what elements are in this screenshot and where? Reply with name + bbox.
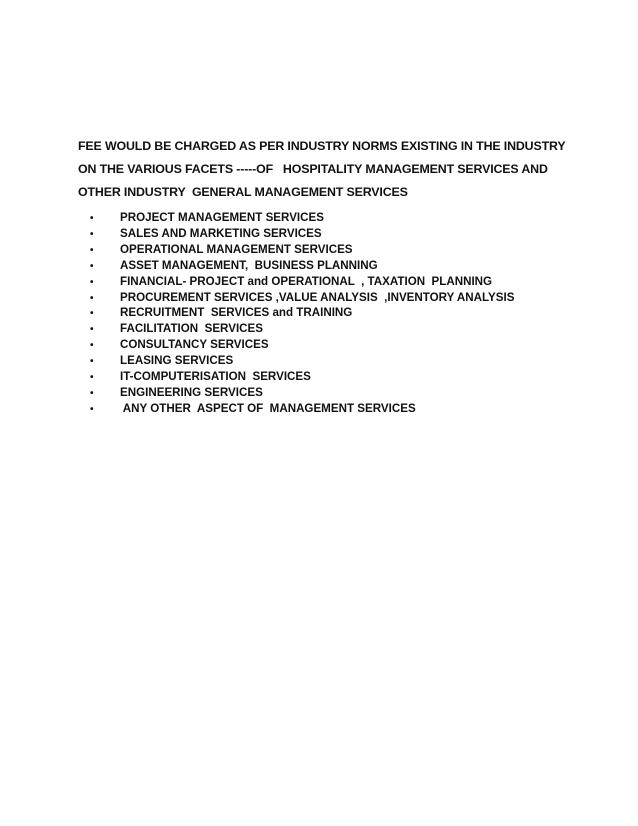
service-label: ENGINEERING SERVICES: [120, 385, 263, 399]
list-item: [86, 402, 514, 418]
service-label: ANY OTHER ASPECT OF MANAGEMENT SERVICES: [120, 401, 416, 415]
list-item: [86, 354, 514, 370]
bullet-icon: •: [90, 213, 94, 224]
service-label: SALES AND MARKETING SERVICES: [120, 226, 322, 240]
bullet-icon: •: [90, 356, 94, 368]
list-item: [86, 306, 514, 322]
service-label: FINANCIAL- PROJECT and OPERATIONAL , TAXATION PLANNING: [120, 274, 493, 288]
list-item: [86, 243, 514, 259]
bullet-icon: •: [90, 260, 94, 272]
heading-line-1: FEE WOULD BE CHARGED AS PER INDUSTRY NORMS EXISTING IN THE INDUSTRY: [78, 139, 566, 153]
list-item: [86, 291, 514, 307]
list-item: [86, 386, 514, 402]
fee-statement-heading: [78, 135, 598, 204]
service-label: LEASING SERVICES: [120, 354, 234, 368]
bullet-icon: •: [90, 387, 94, 399]
bullet-icon: •: [90, 244, 94, 256]
heading-line-3: OTHER INDUSTRY GENERAL MANAGEMENT SERVICES: [78, 185, 408, 199]
service-label: FACILITATION SERVICES: [120, 322, 264, 336]
service-label: CONSULTANCY SERVICES: [120, 338, 269, 352]
service-label: RECRUITMENT SERVICES and TRAINING: [120, 306, 353, 320]
service-label: OPERATIONAL MANAGEMENT SERVICES: [120, 242, 353, 256]
service-label: ASSET MANAGEMENT, BUSINESS PLANNING: [120, 258, 378, 272]
list-item: [86, 322, 514, 338]
services-list: [86, 211, 514, 418]
list-item: [86, 227, 514, 243]
list-item: [86, 211, 514, 227]
list-item: [86, 275, 514, 291]
bullet-icon: •: [90, 292, 94, 304]
bullet-icon: •: [90, 324, 94, 336]
bullet-icon: •: [90, 403, 94, 415]
bullet-icon: •: [90, 228, 94, 240]
list-item: [86, 259, 514, 275]
list-item: [86, 370, 514, 386]
bullet-icon: •: [90, 308, 94, 320]
list-item: [86, 338, 514, 354]
bullet-icon: •: [90, 372, 94, 384]
service-label: PROJECT MANAGEMENT SERVICES: [120, 211, 324, 224]
service-label: IT-COMPUTERISATION SERVICES: [120, 370, 311, 384]
bullet-icon: •: [90, 340, 94, 352]
bullet-icon: •: [90, 276, 94, 288]
heading-line-2: ON THE VARIOUS FACETS -----OF HOSPITALITY MANAGEMENT SERVICES AND: [78, 162, 548, 176]
service-label: PROCUREMENT SERVICES ,VALUE ANALYSIS ,INVENTORY ANALYSIS: [120, 290, 515, 304]
